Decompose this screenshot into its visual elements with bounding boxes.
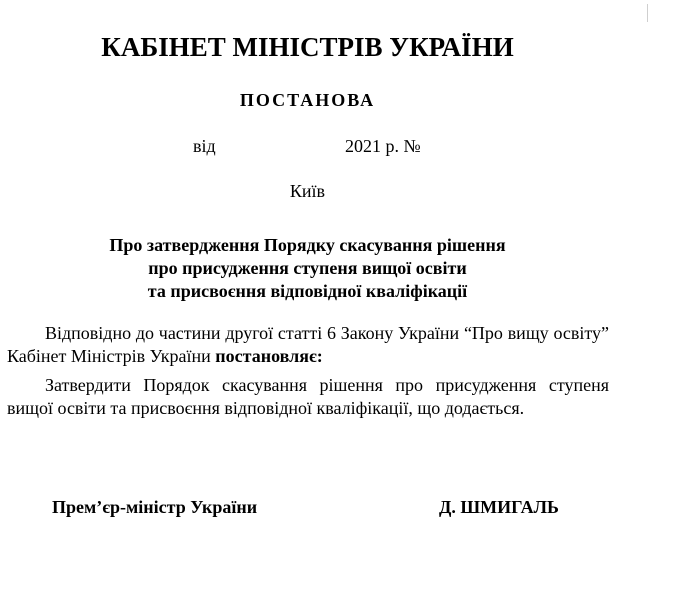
paragraph-decision-text: Затвердити Порядок скасування рішення про присудження ступеня вищої освіти та присвоєння відповідної кваліфікації, що додається. (7, 375, 609, 418)
signature-name: Д. ШМИГАЛЬ (439, 497, 559, 517)
document-type: ПОСТАНОВА (239, 90, 376, 110)
document-authority: КАБІНЕТ МІНІСТРІВ УКРАЇНИ (101, 32, 514, 62)
heading-line-3: та присвоєння відповідної кваліфікації (147, 281, 468, 301)
paragraph-decision (7, 374, 609, 420)
paragraph-legal-basis-text: Відповідно до частини другої статті 6 Закону України “Про вищу освіту” Кабінет Міністрів України (7, 323, 609, 366)
date-from-label: від (193, 136, 216, 156)
date-year-number: 2021 р. № (345, 136, 421, 156)
paragraph-legal-basis-emphasis: постановляє: (215, 346, 323, 366)
heading-line-2: про присудження ступеня вищої освіти (148, 258, 467, 278)
document-heading (0, 234, 615, 303)
heading-line-1: Про затвердження Порядку скасування рішення (109, 235, 506, 255)
page-edge-mark (647, 4, 648, 22)
document-city: Київ (289, 181, 326, 201)
paragraph-legal-basis (7, 322, 609, 368)
signature-role: Прем’єр-міністр України (52, 497, 258, 517)
